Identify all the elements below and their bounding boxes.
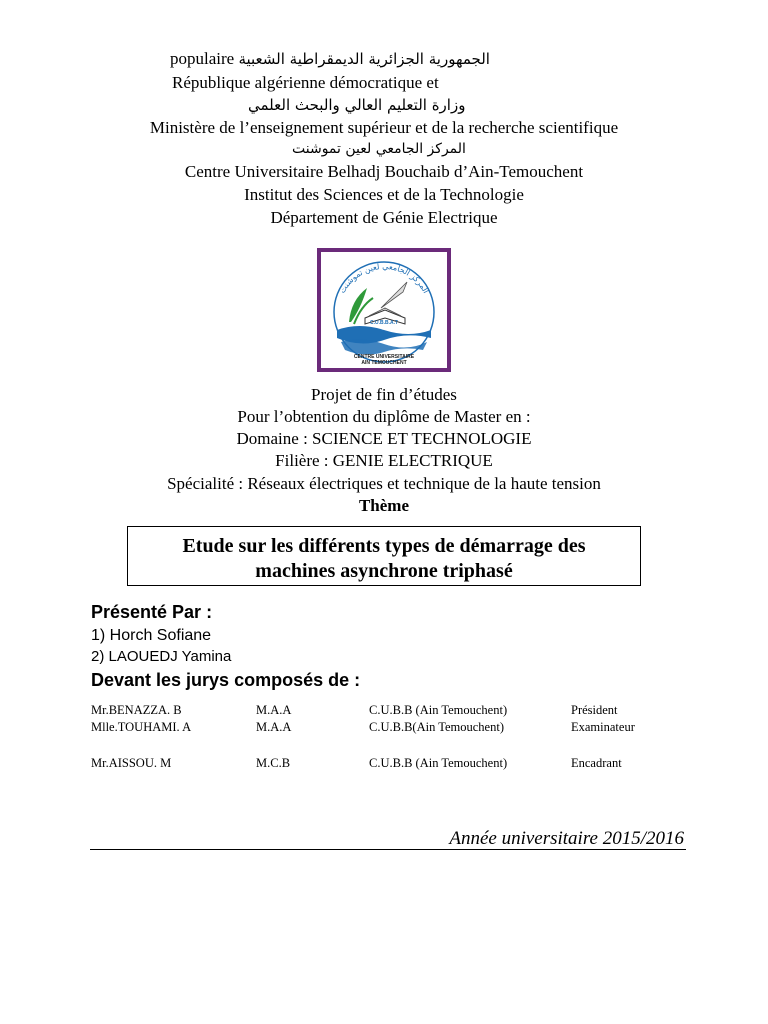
- project-specialite: Spécialité : Réseaux électriques et technique de la haute tension: [167, 474, 601, 493]
- theme-line-2: machines asynchrone triphasé: [255, 560, 513, 582]
- jury-role: Président: [571, 703, 618, 717]
- logo-caption-2: AIN TEMOUCHENT: [361, 360, 407, 366]
- university-logo: [317, 248, 451, 372]
- theme-label: Thème: [358, 496, 410, 515]
- header-arabic-centre: المركز الجامعي لعين تموشنت: [292, 141, 466, 157]
- jury-grade: M.A.A: [256, 720, 292, 734]
- logo-emblem-icon: [321, 252, 447, 368]
- header-line-1: [170, 49, 490, 69]
- jury-grade: M.C.B: [256, 756, 291, 770]
- header-centre: Centre Universitaire Belhadj Bouchaib d’Ain-Temouchent: [184, 162, 584, 181]
- jury-institution: C.U.B.B (Ain Temouchent): [369, 703, 508, 717]
- header-populaire: populaire: [170, 49, 235, 68]
- jury-institution: C.U.B.B (Ain Temouchent): [369, 756, 508, 770]
- jury-name: Mr.BENAZZA. B: [91, 703, 182, 717]
- header-arabic-ministry: وزارة التعليم العالي والبحث العلمي: [248, 96, 466, 114]
- header-department: Département de Génie Electrique: [270, 208, 498, 227]
- footer-divider: [90, 849, 686, 850]
- presenter-1: 1) Horch Sofiane: [91, 627, 212, 644]
- theme-box: [127, 526, 641, 586]
- logo-arc-text: المركز الجامعي لعين تموشنت: [337, 261, 431, 295]
- project-domain: Domaine : SCIENCE ET TECHNOLOGIE: [236, 429, 532, 448]
- theme-line-1: Etude sur les différents types de démarrage des: [182, 535, 586, 557]
- project-filiere: Filière : GENIE ELECTRIQUE: [275, 451, 493, 470]
- header-institute: Institut des Sciences et de la Technologie: [244, 185, 524, 204]
- logo-caption-1: CENTRE UNIVERSITAIRE: [353, 354, 415, 360]
- jury-heading: Devant les jurys composés de :: [91, 670, 361, 690]
- project-diploma: Pour l’obtention du diplôme de Master en :: [237, 407, 531, 426]
- presented-by-heading: Présenté Par :: [91, 602, 213, 622]
- header-republic: République algérienne démocratique et: [172, 73, 439, 92]
- jury-grade: M.A.A: [256, 703, 292, 717]
- project-title: Projet de fin d’études: [311, 385, 457, 404]
- jury-name: Mr.AISSOU. M: [91, 756, 172, 770]
- header-ministry: Ministère de l’enseignement supérieur et de la recherche scientifique: [149, 118, 619, 137]
- header-arabic-republic: الجمهورية الجزائرية الديمقراطية الشعبية: [238, 50, 490, 68]
- jury-institution: C.U.B.B(Ain Temouchent): [369, 720, 504, 734]
- jury-role: Encadrant: [571, 756, 622, 770]
- logo-acronym: C.U.B.B.A.T: [369, 320, 399, 326]
- jury-role: Examinateur: [571, 720, 635, 734]
- jury-name: Mlle.TOUHAMI. A: [91, 720, 192, 734]
- academic-year: Année universitaire 2015/2016: [449, 828, 684, 849]
- presenter-2: 2) LAOUEDJ Yamina: [91, 648, 232, 665]
